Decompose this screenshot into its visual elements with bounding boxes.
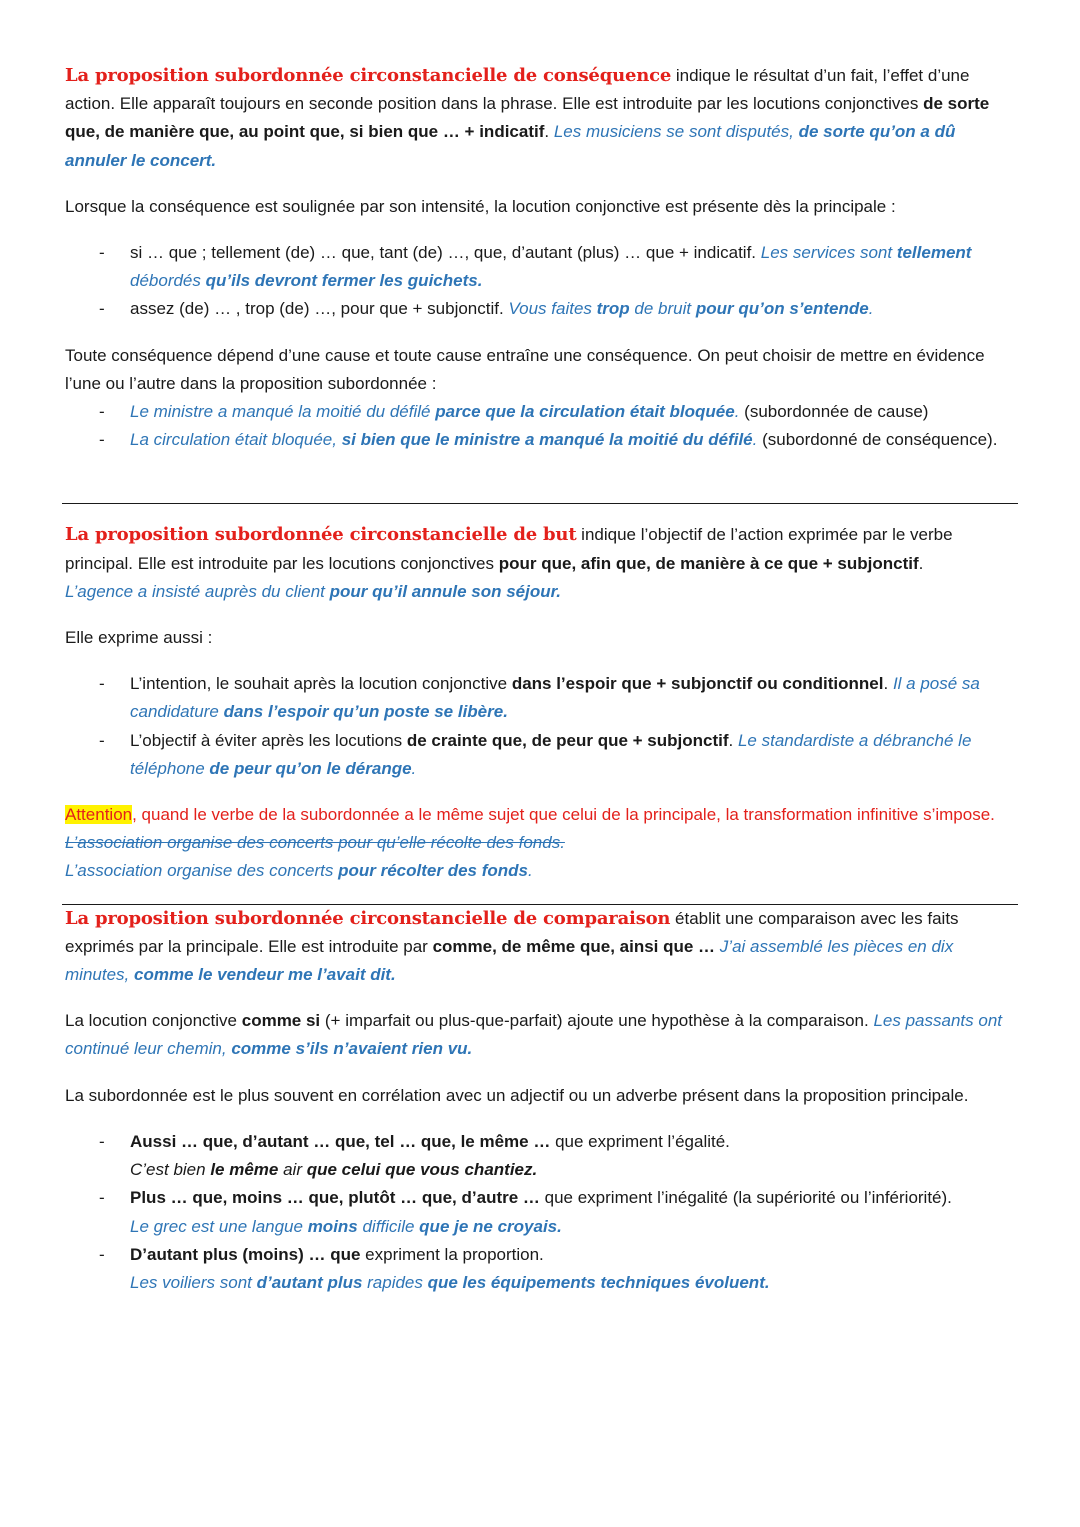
dash-bullet: - (99, 430, 105, 450)
struck-example: L’association organise des concerts pour qu’elle récolte des fonds. (65, 833, 565, 853)
list-item: - L’intention, le souhait après la locution conjonctive dans l’espoir que + subjonctif ou conditionnel. Il a posé sa candidature dans l’espoir qu’un poste se libère. (65, 670, 1018, 726)
list-item: - assez (de) … , trop (de) …, pour que + subjonctif. Vous faites trop de bruit pour qu’on s’entende. (65, 295, 1018, 323)
consequence-intensity-list (65, 239, 1018, 324)
section-title-purpose: La proposition subordonnée circonstancielle de but (65, 524, 577, 546)
list-item: - Aussi … que, d’autant … que, tel … que, le même … que expriment l’égalité. C’est bien le même air que celui que vous chantiez. (65, 1128, 1018, 1184)
section-title-comparison: La proposition subordonnée circonstancielle de comparaison (65, 907, 671, 929)
comme-si-paragraph: La locution conjonctive comme si (+ imparfait ou plus-que-parfait) ajoute une hypothèse à la comparaison. Les passants ont continué leur chemin, comme s’ils n’avaient rien vu. (65, 1011, 1002, 1059)
dash-bullet: - (99, 1131, 105, 1151)
list-item: - La circulation était bloquée, si bien que le ministre a manqué la moitié du défilé. (subordonné de conséquence). (65, 426, 1018, 454)
attention-note: Attention, quand le verbe de la subordonnée a le même sujet que celui de la principale, la transformation infinitive s’impose. (65, 805, 995, 825)
consequence-intro: La proposition subordonnée circonstancielle de conséquence indique le résultat d’un fait, l’effet d’une action. Elle apparaît toujours en seconde position dans la phrase. Elle est introduite par les locutions conjonctives de sorte que, de manière que, au point que, si bien que … + indicatif. Les musiciens se sont disputés, de sorte qu’on a dû annuler le concert. (65, 65, 990, 170)
dash-bullet: - (99, 402, 105, 422)
dash-bullet: - (99, 1188, 105, 1208)
attention-highlight: Attention (65, 805, 133, 825)
list-item: - L’objectif à éviter après les locutions de crainte que, de peur que + subjonctif. Le standardiste a débranché le téléphone de peur qu’on le dérange. (65, 727, 1018, 783)
comparison-intro: La proposition subordonnée circonstancielle de comparaison établit une comparaison avec les faits exprimés par la principale. Elle est introduite par comme, de même que, ainsi que … J’ai assemblé les pièces en dix minutes, comme le vendeur me l’avait dit. (65, 907, 959, 985)
list-item: - D’autant plus (moins) … que expriment la proportion. Les voiliers sont d’autant plus rapides que les équipements techniques évoluent. (65, 1241, 1018, 1297)
section-title-consequence: La proposition subordonnée circonstancielle de conséquence (65, 65, 672, 86)
list-item: - Le ministre a manqué la moitié du défilé parce que la circulation était bloquée. (subordonnée de cause) (65, 398, 1018, 426)
dash-bullet: - (99, 1244, 105, 1264)
list-item: - Plus … que, moins … que, plutôt … que, d’autre … que expriment l’inégalité (la supériorité ou l’infériorité). Le grec est une langue moins difficile que je ne croyais. (65, 1184, 1018, 1240)
example-text: de sorte qu’on a dû annuler le concert. (65, 122, 956, 170)
document-page (65, 62, 1018, 1297)
consequence-intensity-paragraph: Lorsque la conséquence est soulignée par son intensité, la locution conjonctive est présente dès la principale : (65, 196, 896, 216)
dash-bullet: - (99, 243, 105, 263)
purpose-list (65, 670, 1018, 783)
example-text: Les musiciens se sont disputés, (553, 122, 799, 142)
dash-bullet: - (99, 674, 105, 694)
correlation-paragraph: La subordonnée est le plus souvent en corrélation avec un adjectif ou un adverbe présent dans la proposition principale. (65, 1085, 969, 1105)
dash-bullet: - (99, 299, 105, 319)
cause-consequence-list (65, 398, 1018, 454)
comparison-list (65, 1128, 1018, 1297)
purpose-intro: La proposition subordonnée circonstancielle de but indique l’objectif de l’action exprimée par le verbe principal. Elle est introduite par les locutions conjonctives pour que, afin que, de manière à ce que + subjonctif. L’agence a insisté auprès du client pour qu’il annule son séjour. (65, 524, 953, 601)
dash-bullet: - (99, 730, 105, 750)
infinitive-example: L’association organise des concerts pour récolter des fonds. (65, 861, 533, 881)
list-item: - si … que ; tellement (de) … que, tant (de) …, que, d’autant (plus) … que + indicatif. Les services sont tellement débordés qu’ils devront fermer les guichets. (65, 239, 1018, 295)
purpose-also-paragraph: Elle exprime aussi : (65, 628, 213, 648)
cause-consequence-paragraph: Toute conséquence dépend d’une cause et toute cause entraîne une conséquence. On peut choisir de mettre en évidence l’une ou l’autre dans la proposition subordonnée : (65, 345, 985, 393)
